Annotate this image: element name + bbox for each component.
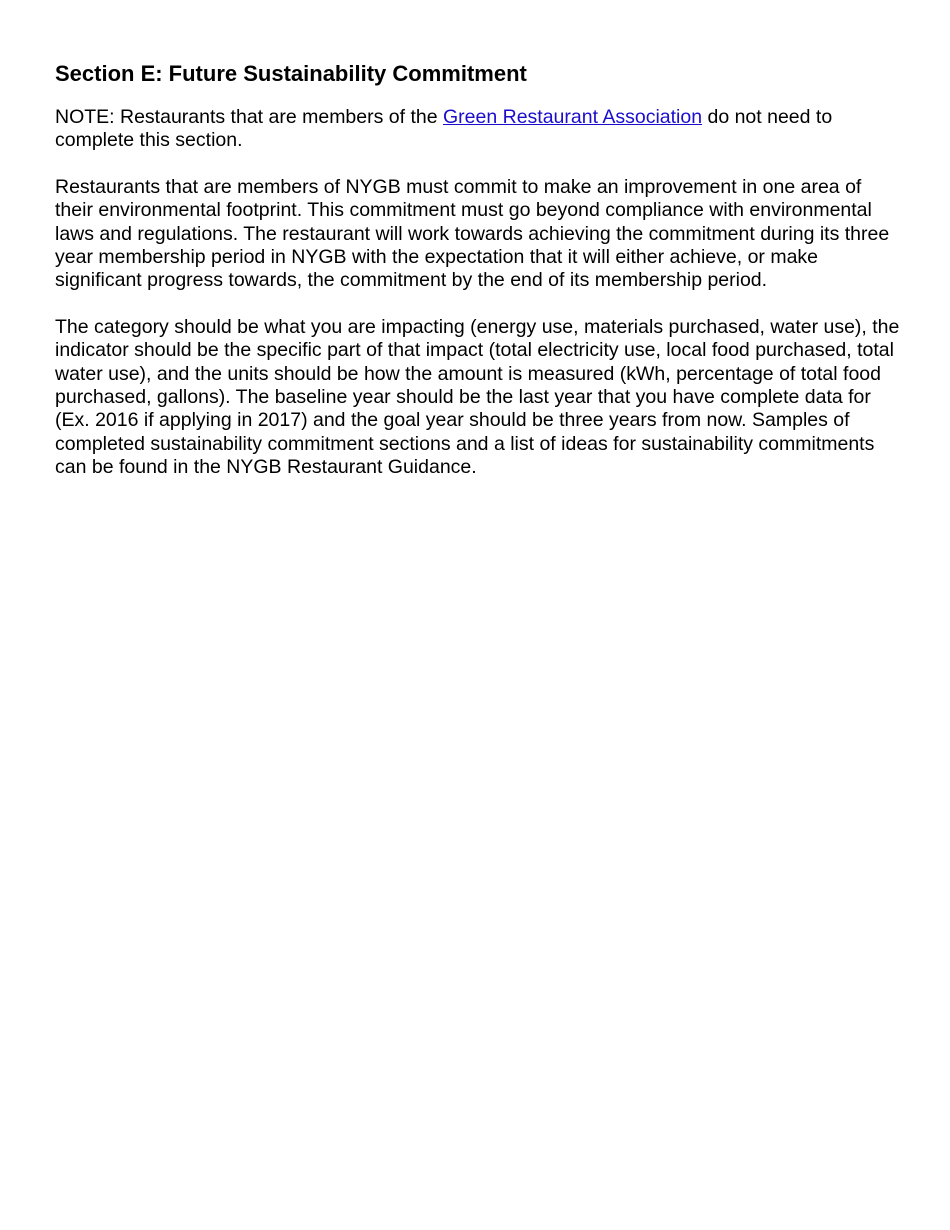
category-paragraph: The category should be what you are impacting (energy use, materials purchased, water use), the indicator should be the specific part of that impact (total electricity use, local food purchased, total water use), and the units should be how the amount is measured (kWh, percentage of total food purchased, gallons). The baseline year should be the last year that you have complete data for (Ex. 2016 if applying in 2017) and the goal year should be three years from now. Samples of completed sustainability commitment sections and a list of ideas for sustainability commitments can be found in the NYGB Restaurant Guidance. — [55, 315, 900, 479]
note-suffix: do not need to complete this section. — [55, 106, 833, 152]
note-paragraph — [55, 106, 900, 153]
green-restaurant-association-link[interactable]: Green Restaurant Association — [443, 106, 703, 128]
commitment-paragraph: Restaurants that are members of NYGB must commit to make an improvement in one area of their environmental footprint. This commitment must go beyond compliance with environmental laws and regulations. The restaurant will work towards achieving the commitment during its three year membership period in NYGB with the expectation that it will either achieve, or make significant progress towards, the commitment by the end of its membership period. — [55, 175, 890, 292]
section-title: Section E: Future Sustainability Commitment — [55, 61, 527, 86]
document-page — [55, 58, 900, 503]
note-prefix: NOTE: Restaurants that are members of the — [55, 106, 443, 128]
